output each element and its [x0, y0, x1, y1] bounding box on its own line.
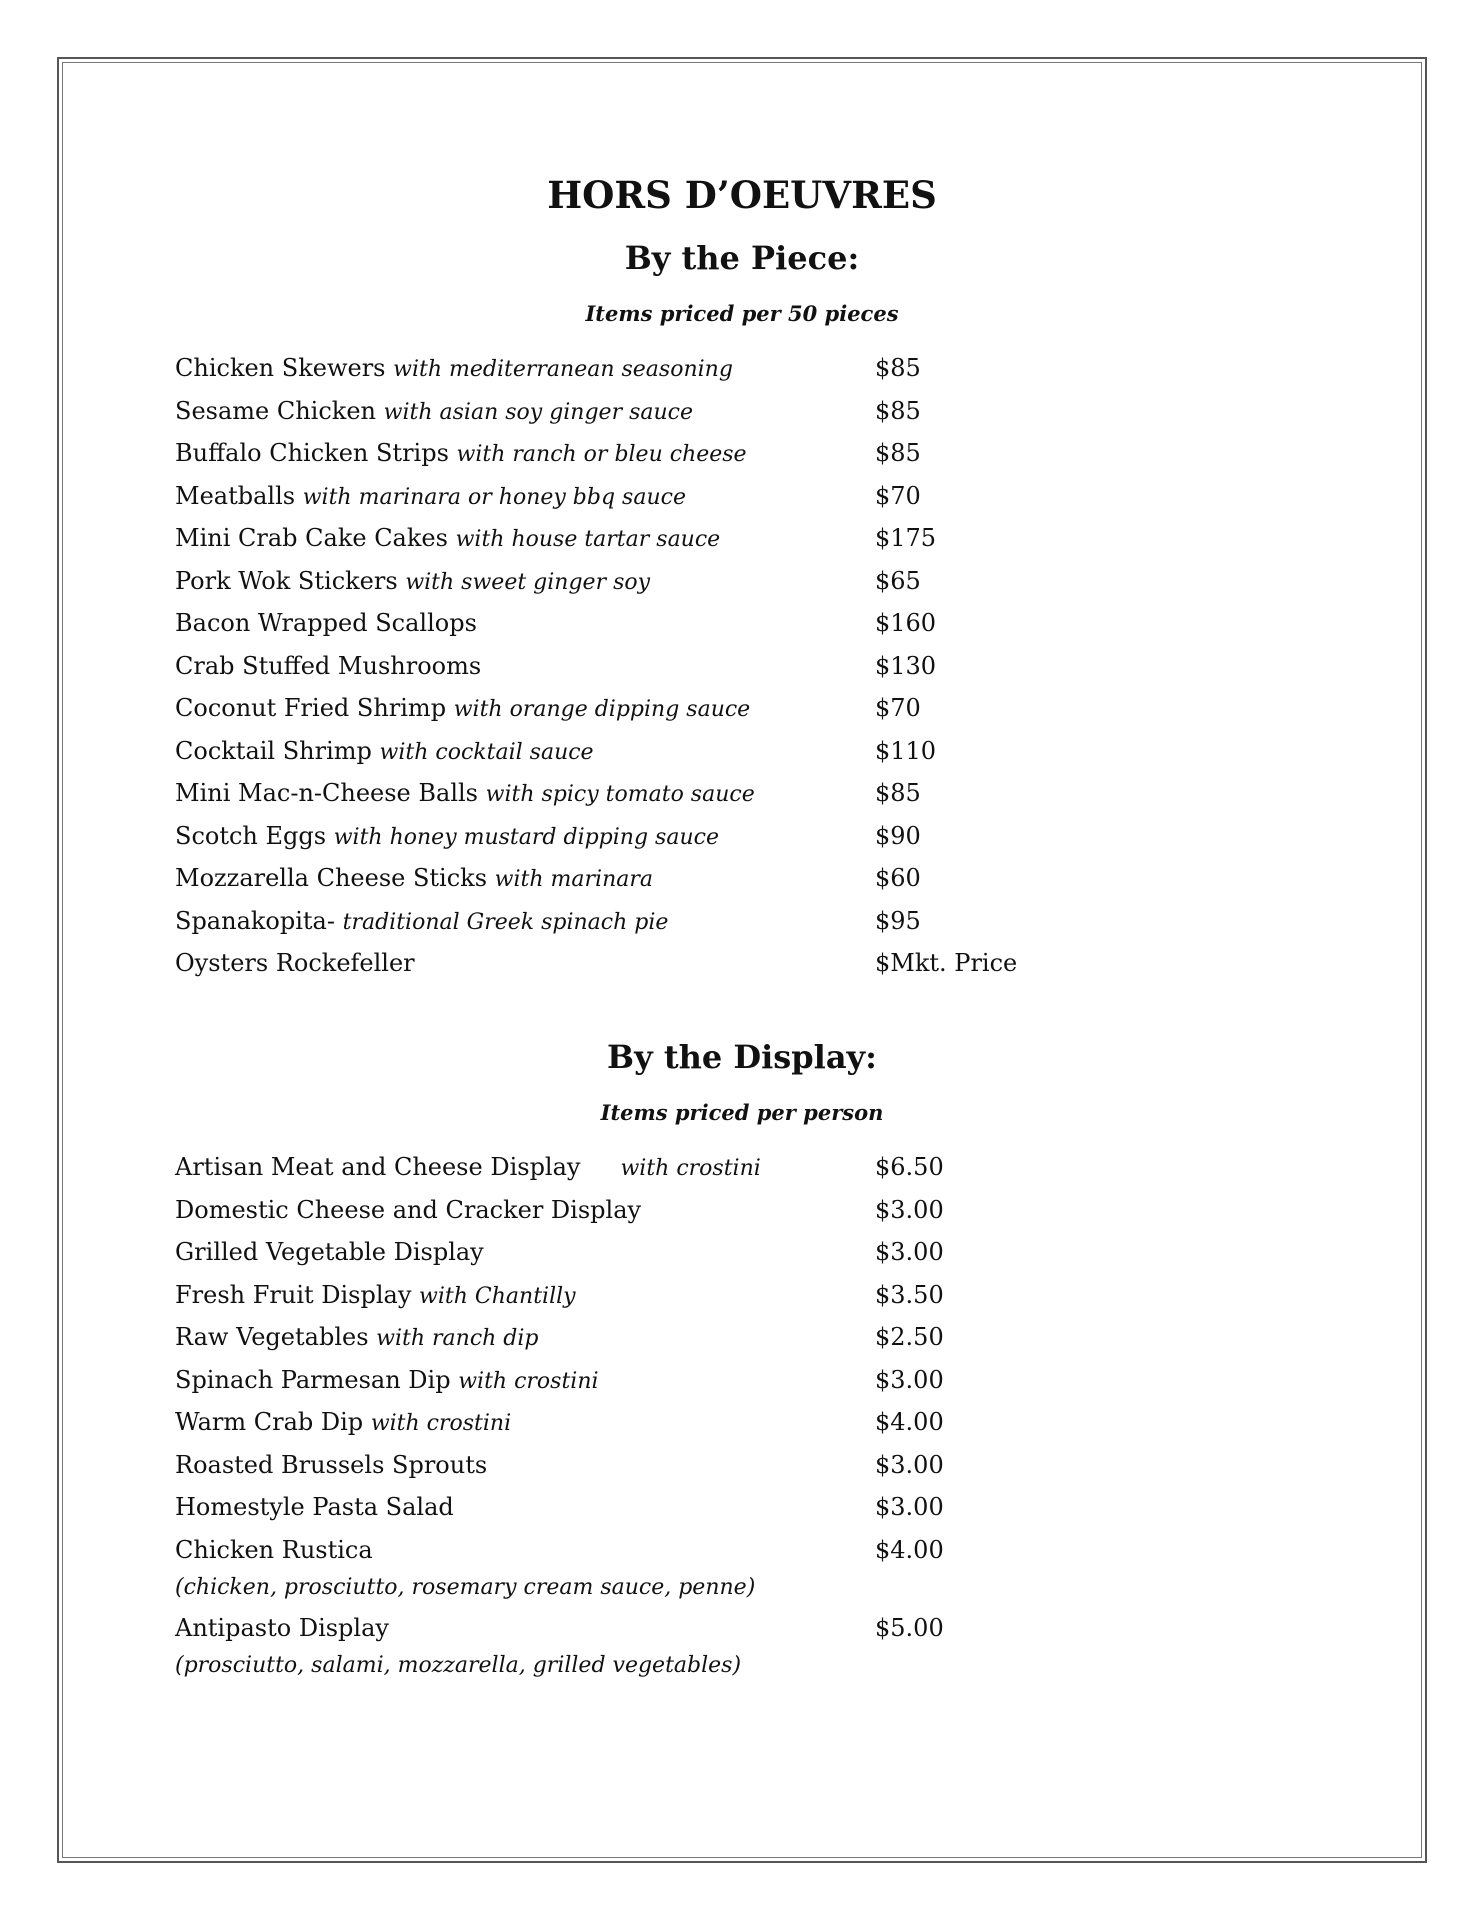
item-price: $110	[875, 736, 937, 765]
item-name: Crab Stuffed Mushrooms	[175, 651, 482, 680]
item-price: $Mkt. Price	[875, 949, 1018, 977]
item-name: Chicken Skewers	[175, 354, 386, 382]
item-description: with cocktail sauce	[379, 739, 594, 765]
menu-item	[175, 1359, 1375, 1402]
menu-item	[175, 772, 1375, 815]
menu-item	[175, 815, 1375, 858]
item-price: $85	[875, 779, 921, 807]
item-description: with marinara or honey bbq sauce	[302, 484, 686, 510]
menu-title: HORS D’OEUVRES	[547, 173, 937, 217]
item-name: Antipasto Display	[175, 1613, 389, 1642]
menu-item	[175, 1401, 1375, 1444]
item-name: Chicken Rustica	[175, 1535, 373, 1564]
item-price: $3.00	[875, 1195, 944, 1224]
section-heading-by-piece: By the Piece:	[624, 239, 860, 277]
menu-list-by-piece	[175, 347, 1375, 985]
item-name: Buffalo Chicken Strips	[175, 439, 449, 467]
menu-item	[175, 390, 1375, 433]
item-price: $85	[875, 396, 921, 425]
item-price: $160	[875, 609, 937, 637]
item-price: $90	[875, 821, 921, 850]
item-price: $4.00	[875, 1535, 944, 1564]
menu-item	[175, 517, 1375, 560]
menu-item	[175, 730, 1375, 773]
menu-item	[175, 432, 1375, 475]
item-description: with crostini	[370, 1411, 512, 1436]
item-price: $70	[875, 694, 921, 722]
item-price: $2.50	[875, 1323, 944, 1351]
menu-item	[175, 560, 1375, 603]
item-description: with ranch or bleu cheese	[456, 442, 747, 467]
item-description: with Chantilly	[419, 1283, 576, 1309]
menu-item	[175, 1146, 1375, 1189]
item-name: Raw Vegetables	[175, 1323, 369, 1351]
item-price: $70	[875, 481, 921, 510]
item-name: Spanakopita-	[175, 906, 335, 935]
item-name: Mini Crab Cake Cakes	[175, 524, 448, 552]
section-heading-by-display: By the Display:	[607, 1038, 877, 1076]
item-name: Spinach Parmesan Dip	[175, 1365, 451, 1394]
item-name: Cocktail Shrimp	[175, 736, 372, 765]
item-price: $85	[875, 354, 921, 382]
item-name: Mini Mac-n-Cheese Balls	[175, 779, 478, 807]
item-description: with crostini	[620, 1156, 761, 1181]
item-description: with mediterranean seasoning	[393, 357, 733, 382]
item-name: Roasted Brussels Sprouts	[175, 1450, 488, 1479]
item-price: $4.00	[875, 1408, 944, 1436]
item-description: with sweet ginger soy	[405, 569, 651, 595]
item-price: $3.00	[875, 1493, 944, 1521]
item-price: $6.50	[875, 1153, 944, 1181]
menu-item	[175, 1189, 1375, 1232]
menu-item	[175, 1274, 1375, 1317]
item-price: $85	[875, 439, 921, 467]
item-name: Domestic Cheese and Cracker Display	[175, 1195, 642, 1224]
item-description: with asian soy ginger sauce	[383, 399, 694, 425]
item-description: with crostini	[458, 1368, 599, 1394]
item-price: $95	[875, 906, 921, 935]
menu-item	[175, 1486, 1375, 1529]
menu-item	[175, 1444, 1375, 1487]
item-price: $3.50	[875, 1280, 944, 1309]
menu-item	[175, 1231, 1375, 1274]
item-name: Warm Crab Dip	[175, 1408, 364, 1436]
item-name: Scotch Eggs	[175, 821, 327, 850]
menu-item	[175, 602, 1375, 645]
item-description: traditional Greek spinach pie	[342, 909, 669, 935]
item-name: Grilled Vegetable Display	[175, 1238, 484, 1266]
item-description: with spicy tomato sauce	[485, 782, 755, 807]
item-price: $65	[875, 566, 921, 595]
menu-item	[175, 645, 1375, 688]
item-name: Sesame Chicken	[175, 396, 376, 425]
item-name: Mozzarella Cheese Sticks	[175, 864, 488, 892]
item-name: Oysters Rockefeller	[175, 949, 415, 977]
item-name: Bacon Wrapped Scallops	[175, 609, 477, 637]
item-name: Homestyle Pasta Salad	[175, 1493, 454, 1521]
menu-item	[175, 347, 1375, 390]
item-description: with house tartar sauce	[455, 527, 721, 552]
item-name: Pork Wok Stickers	[175, 566, 398, 595]
section-subheading-by-piece: Items priced per 50 pieces	[585, 301, 899, 326]
item-price: $60	[875, 864, 921, 892]
section-subheading-by-display: Items priced per person	[600, 1100, 884, 1125]
item-description: with marinara	[494, 867, 653, 892]
menu-item	[175, 857, 1375, 900]
menu-item	[175, 942, 1375, 985]
item-description: with orange dipping sauce	[453, 697, 751, 722]
item-price: $3.00	[875, 1365, 944, 1394]
item-name: Artisan Meat and Cheese Display	[175, 1153, 581, 1181]
item-price: $3.00	[875, 1450, 944, 1479]
item-name: Meatballs	[175, 481, 296, 510]
item-price: $5.00	[875, 1613, 944, 1642]
item-description: with ranch dip	[376, 1326, 539, 1351]
menu-item	[175, 900, 1375, 943]
item-price: $3.00	[875, 1238, 944, 1266]
item-price: $130	[875, 651, 937, 680]
item-note: (prosciutto, salami, mozzarella, grilled vegetables)	[175, 1652, 742, 1678]
menu-item	[175, 1529, 1375, 1569]
item-name: Coconut Fried Shrimp	[175, 694, 447, 722]
item-name: Fresh Fruit Display	[175, 1280, 412, 1309]
menu-item	[175, 1316, 1375, 1359]
item-note: (chicken, prosciutto, rosemary cream sauce, penne)	[175, 1574, 756, 1600]
menu-item	[175, 475, 1375, 518]
menu-item	[175, 687, 1375, 730]
menu-item	[175, 1607, 1375, 1647]
item-description: with honey mustard dipping sauce	[333, 824, 719, 850]
menu-list-by-display	[175, 1146, 1375, 1685]
item-price: $175	[875, 524, 937, 552]
